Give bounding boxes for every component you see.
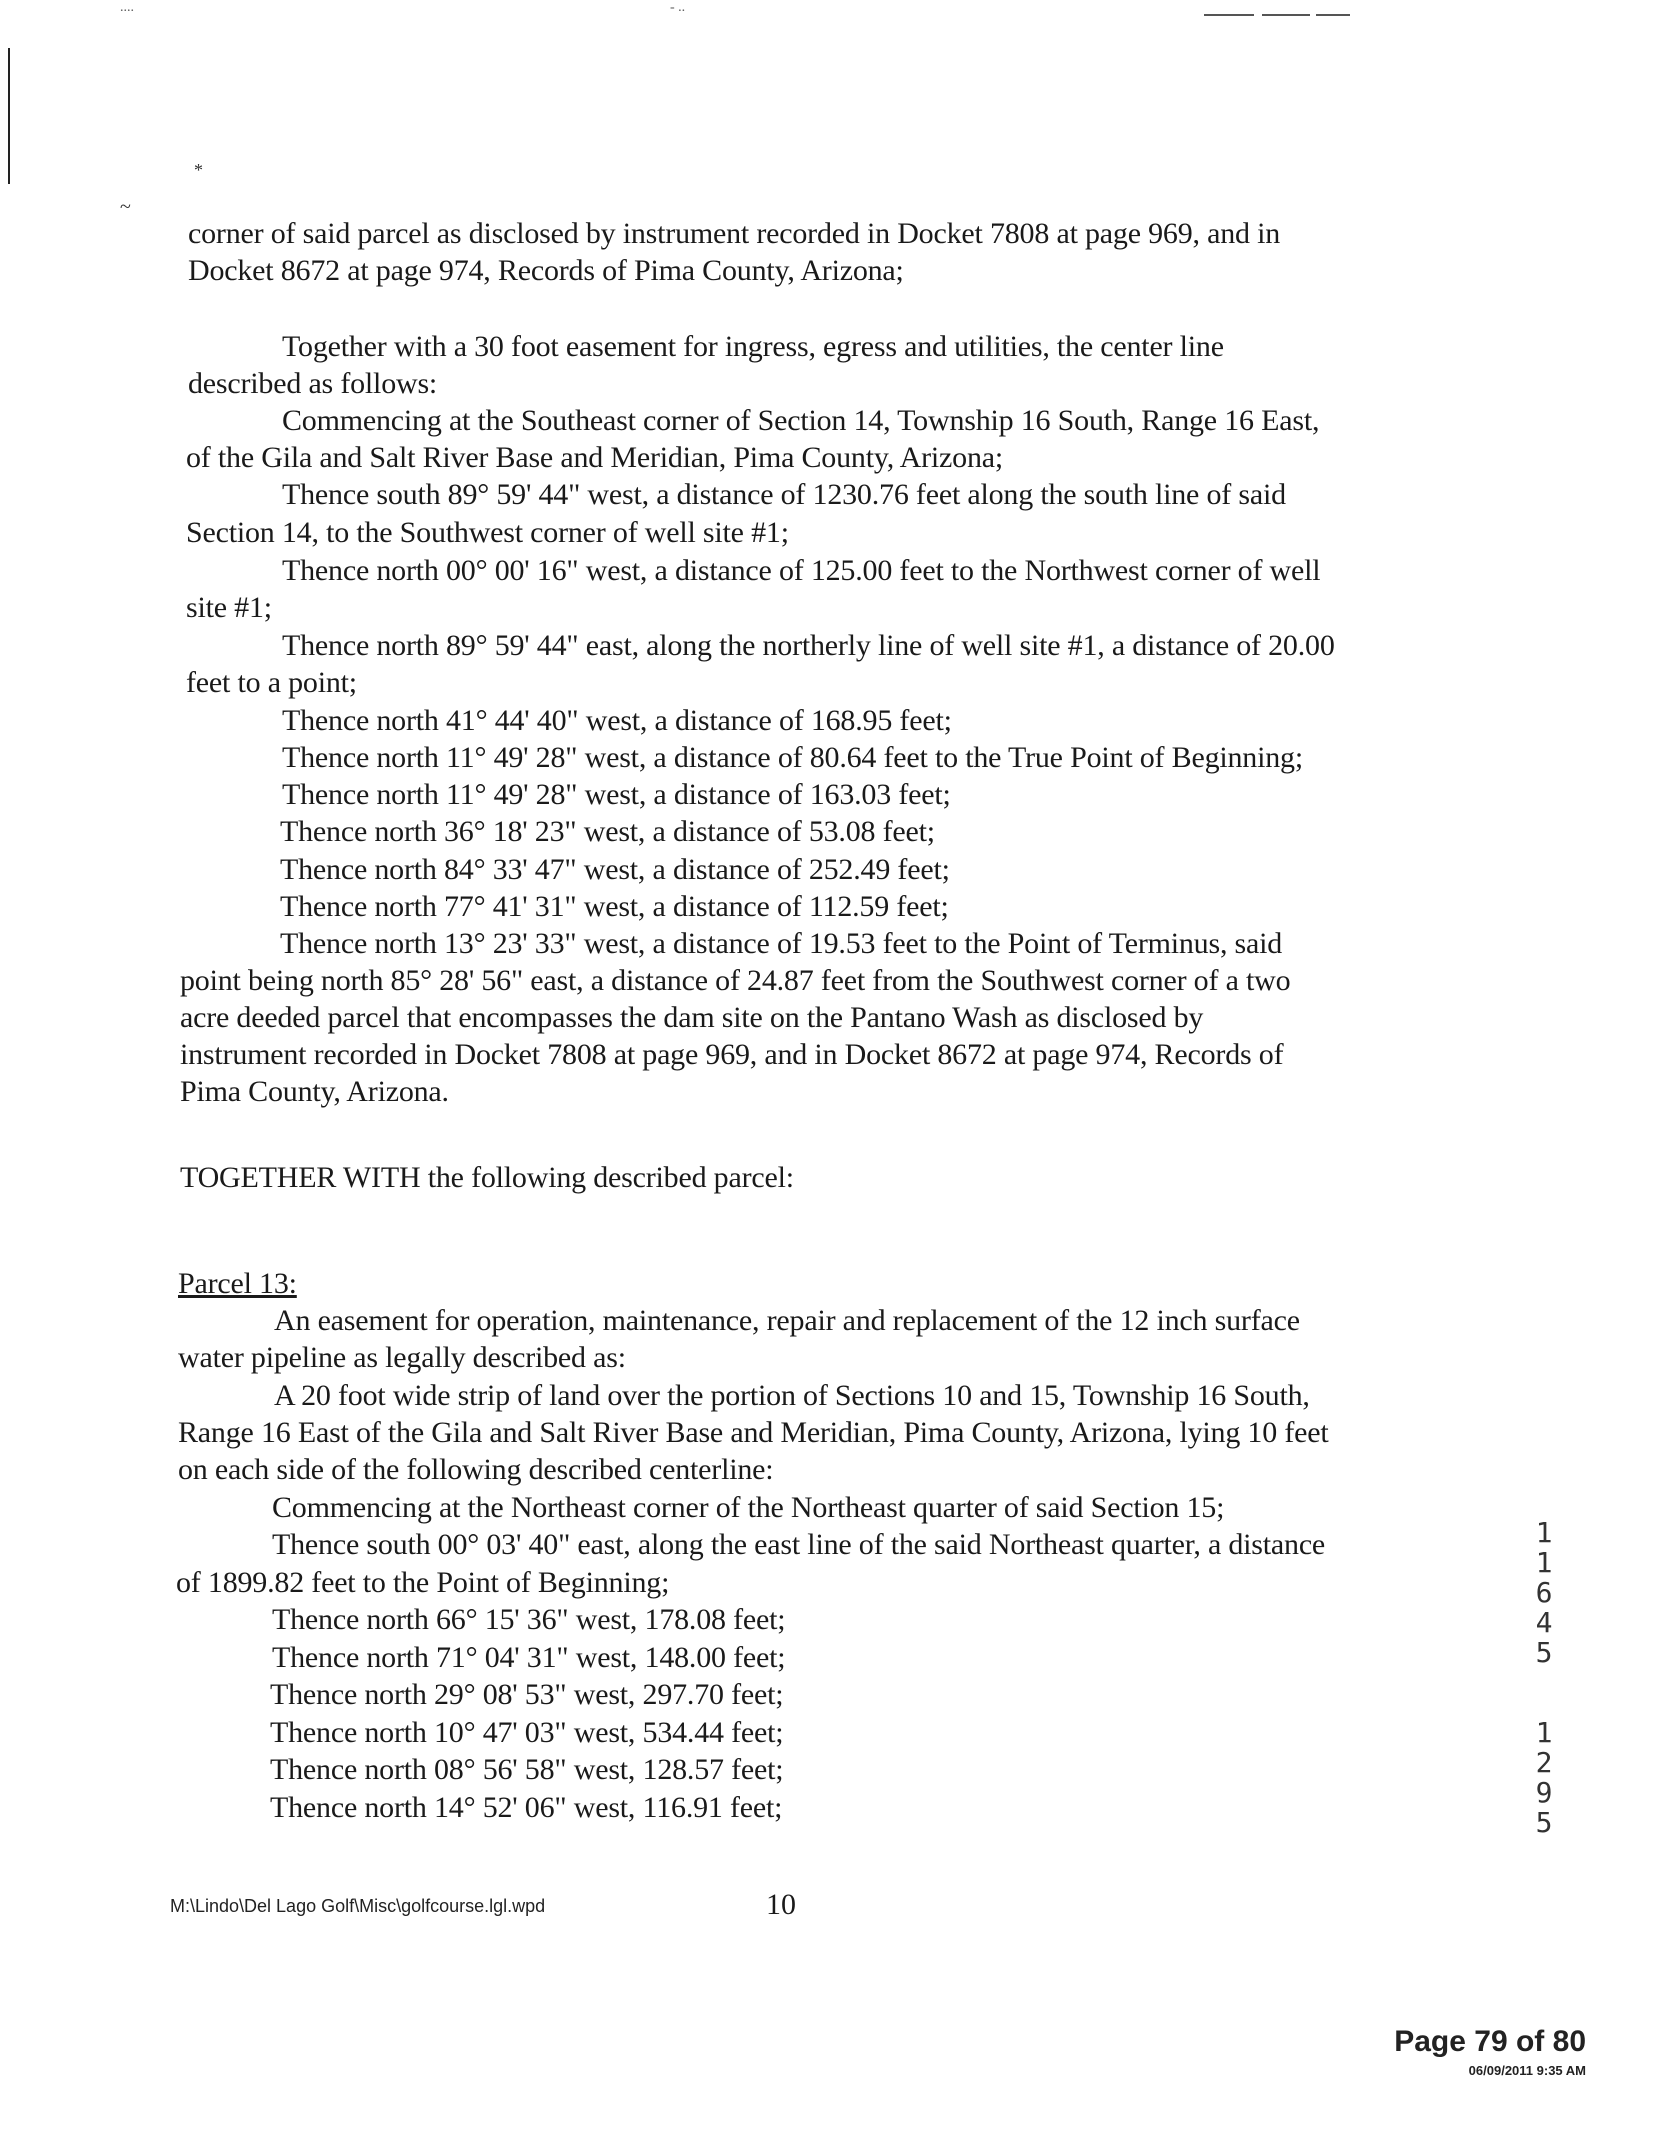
- text-line: instrument recorded in Docket 7808 at page 969, and in Docket 8672 at page 974, Records of: [180, 1038, 1284, 1071]
- top-left-mark: ....: [120, 0, 134, 15]
- text-line: feet to a point;: [186, 666, 357, 699]
- text-line: Thence south 00° 03' 40" east, along the east line of the said Northeast quarter, a distance: [272, 1528, 1326, 1561]
- stamp-digit: 2: [1535, 1746, 1553, 1779]
- text-line: An easement for operation, maintenance, repair and replacement of the 12 inch surface: [274, 1304, 1300, 1337]
- stamp-digit: 9: [1535, 1776, 1553, 1809]
- text-line: Thence north 11° 49' 28" west, a distance of 163.03 feet;: [282, 778, 951, 811]
- top-right-dash: [1262, 14, 1310, 16]
- text-line: Thence north 84° 33' 47" west, a distance of 252.49 feet;: [280, 853, 950, 886]
- text-line: site #1;: [186, 591, 272, 624]
- stamp-digit: 1: [1535, 1516, 1553, 1549]
- text-line: corner of said parcel as disclosed by instrument recorded in Docket 7808 at page 969, and in: [188, 217, 1281, 250]
- stamp-digit: 4: [1535, 1606, 1553, 1639]
- text-line: Range 16 East of the Gila and Salt River Base and Meridian, Pima County, Arizona, lying 10 feet: [178, 1416, 1329, 1449]
- text-line: described as follows:: [188, 367, 438, 400]
- text-line: of the Gila and Salt River Base and Meridian, Pima County, Arizona;: [186, 441, 1003, 474]
- text-line: Commencing at the Southeast corner of Section 14, Township 16 South, Range 16 East,: [282, 404, 1320, 437]
- text-line: Thence north 71° 04' 31" west, 148.00 feet;: [272, 1641, 786, 1674]
- print-timestamp: 06/09/2011 9:35 AM: [1468, 2063, 1586, 2078]
- stamp-digit: 6: [1535, 1576, 1553, 1609]
- text-line: Thence north 00° 00' 16" west, a distance of 125.00 feet to the Northwest corner of well: [282, 554, 1321, 587]
- text-line: on each side of the following described centerline:: [178, 1453, 774, 1486]
- text-line: acre deeded parcel that encompasses the dam site on the Pantano Wash as disclosed by: [180, 1001, 1204, 1034]
- scan-mark: ~: [120, 196, 131, 218]
- text-line: Section 14, to the Southwest corner of well site #1;: [186, 516, 789, 549]
- parcel-heading: Parcel 13:: [178, 1267, 297, 1300]
- stamp-digit: 1: [1535, 1716, 1553, 1749]
- top-right-dash: [1204, 14, 1254, 16]
- text-line: point being north 85° 28' 56" east, a distance of 24.87 feet from the Southwest corner of a two: [180, 964, 1291, 997]
- text-line: Thence north 66° 15' 36" west, 178.08 feet;: [272, 1603, 786, 1636]
- margin-bar: [8, 48, 10, 184]
- text-line: Thence north 08° 56' 58" west, 128.57 feet;: [270, 1753, 784, 1786]
- text-line: Thence north 14° 52' 06" west, 116.91 feet;: [270, 1791, 783, 1824]
- text-line: of 1899.82 feet to the Point of Beginning;: [176, 1566, 670, 1599]
- text-line: Thence north 89° 59' 44" east, along the northerly line of well site #1, a distance of 20.00: [282, 629, 1335, 662]
- text-line: water pipeline as legally described as:: [178, 1341, 626, 1374]
- page-number: 10: [766, 1888, 796, 1921]
- top-right-dash: [1316, 14, 1350, 16]
- text-line: Pima County, Arizona.: [180, 1075, 449, 1108]
- stamp-digit: 5: [1535, 1806, 1553, 1839]
- text-line: Docket 8672 at page 974, Records of Pima County, Arizona;: [188, 254, 904, 287]
- text-line: Thence north 77° 41' 31" west, a distance of 112.59 feet;: [280, 890, 949, 923]
- text-line: Thence north 41° 44' 40" west, a distance of 168.95 feet;: [282, 704, 952, 737]
- page-count-label: Page 79 of 80: [1394, 2025, 1586, 2058]
- text-line: Thence north 11° 49' 28" west, a distance of 80.64 feet to the True Point of Beginning;: [282, 741, 1303, 774]
- text-line: Thence north 10° 47' 03" west, 534.44 feet;: [270, 1716, 784, 1749]
- text-line: Thence south 89° 59' 44" west, a distance of 1230.76 feet along the south line of said: [282, 478, 1286, 511]
- text-line: Together with a 30 foot easement for ingress, egress and utilities, the center line: [282, 330, 1224, 363]
- text-line: Thence north 29° 08' 53" west, 297.70 feet;: [270, 1678, 784, 1711]
- text-line: Thence north 13° 23' 33" west, a distance of 19.53 feet to the Point of Terminus, said: [280, 927, 1283, 960]
- text-line: A 20 foot wide strip of land over the portion of Sections 10 and 15, Township 16 South,: [274, 1379, 1310, 1412]
- text-line: TOGETHER WITH the following described parcel:: [180, 1161, 794, 1194]
- text-line: Commencing at the Northeast corner of the Northeast quarter of said Section 15;: [272, 1491, 1225, 1524]
- stamp-digit: 1: [1535, 1546, 1553, 1579]
- stamp-digit: 5: [1535, 1636, 1553, 1669]
- scan-mark: *: [194, 160, 203, 180]
- top-center-mark: - ..: [670, 0, 686, 15]
- file-path: M:\Lindo\Del Lago Golf\Misc\golfcourse.lgl.wpd: [170, 1896, 546, 1916]
- text-line: Thence north 36° 18' 23" west, a distance of 53.08 feet;: [280, 815, 935, 848]
